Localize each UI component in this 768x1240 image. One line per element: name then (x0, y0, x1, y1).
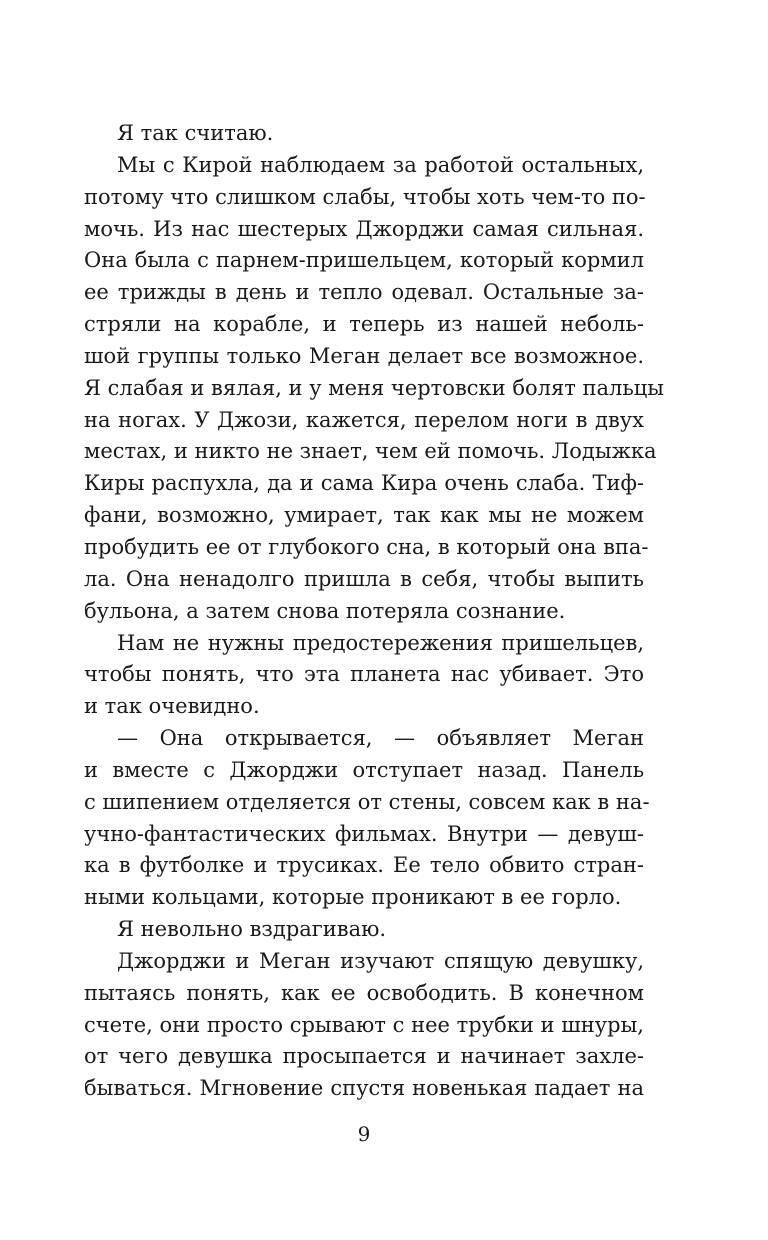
text-line: ла. Она ненадолго пришла в себя, чтобы выпить (84, 566, 644, 591)
text-line: и так очевидно. (84, 694, 260, 719)
text-line: Я невольно вздрагиваю. (117, 917, 387, 942)
text-line: местах, и никто не знает, чем ей помочь. Лодыжка (84, 439, 657, 464)
text-line: учно-фантастических фильмах. Внутри — девуш- (84, 821, 644, 846)
text-line: бульона, а затем снова потеряла сознание. (84, 598, 566, 623)
text-line: потому что слишком слабы, чтобы хоть чем-то по- (84, 184, 646, 209)
text-line: с шипением отделяется от стены, совсем как в на- (84, 789, 650, 814)
text-line: Нам не нужны предостережения пришельцев, (117, 630, 644, 655)
text-line: счете, они просто срывают с нее трубки и шнуры, (84, 1012, 644, 1037)
text-line: фани, возможно, умирает, так как мы не можем (84, 503, 644, 528)
text-line: на ногах. У Джози, кажется, перелом ноги в двух (84, 407, 644, 432)
text-line: чтобы понять, что эта планета нас убивает. Это (84, 662, 644, 687)
text-line: пробудить ее от глубокого сна, в который она впа- (84, 534, 649, 559)
text-line: мочь. Из нас шестерых Джорджи самая сильная. (84, 216, 644, 241)
body-text (84, 118, 665, 1105)
text-line: ка в футболке и трусиках. Ее тело обвито стран- (84, 853, 644, 878)
page-number: 9 (357, 1122, 371, 1146)
text-line: стряли на корабле, и теперь из нашей неболь- (84, 312, 644, 337)
text-line: Я так считаю. (117, 121, 274, 145)
text-line: Мы с Кирой наблюдаем за работой остальных, (117, 152, 644, 177)
text-line: Я слабая и вялая, и у меня чертовски болят пальцы (84, 375, 665, 400)
text-line: пытаясь понять, как ее освободить. В конечном (84, 980, 644, 1005)
text-line: бываться. Мгновение спустя новенькая падает на (84, 1076, 644, 1101)
text-line: Джорджи и Меган изучают спящую девушку, (117, 948, 644, 973)
text-line: Киры распухла, да и сама Кира очень слаба. Тиф- (84, 471, 644, 496)
text-line: — Она открывается, — объявляет Меган (117, 726, 644, 751)
text-line: шой группы только Меган делает все возможное. (84, 343, 644, 368)
text-line: Она была с парнем-пришельцем, который кормил (84, 248, 644, 273)
text-line: ными кольцами, которые проникают в ее горло. (84, 885, 622, 910)
text-line: ее трижды в день и тепло одевал. Остальные за- (84, 280, 644, 305)
text-line: и вместе с Джорджи отступает назад. Панель (84, 757, 644, 782)
text-line: от чего девушка просыпается и начинает захле- (84, 1044, 644, 1069)
